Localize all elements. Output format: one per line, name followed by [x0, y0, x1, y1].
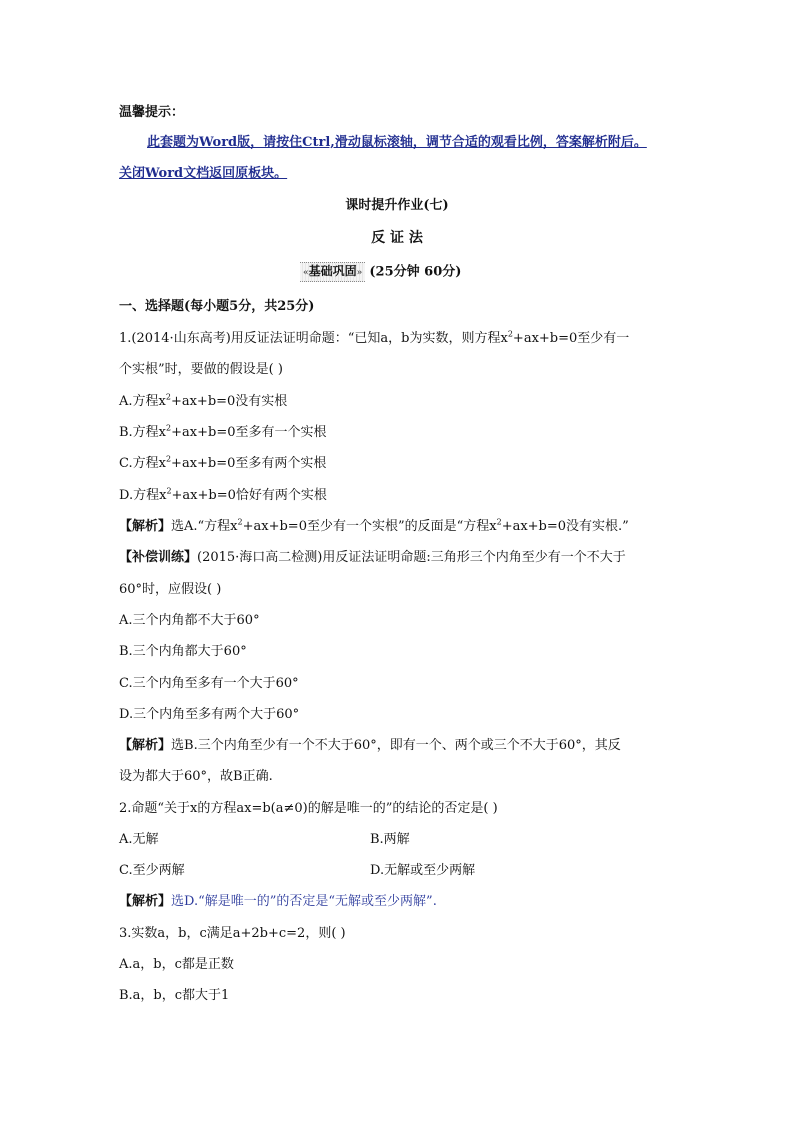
q2-analysis: 【解析】选D.“解是唯一的”的否定是“无解或至少两解”. [119, 894, 437, 909]
q1-analysis: 【解析】选A.“方程$x^2+ax+b=0$至少有一个实根”的反面是“方程$x^2+ax+b=0$没有实根.” [119, 517, 629, 534]
extra-option-d: D.三个内角至多有两个大于60° [119, 707, 300, 722]
tips-instruction-line2: 关闭Word文档返回原板块。 [119, 166, 288, 181]
page-title: 课时提升作业(七) [345, 198, 449, 213]
part1-heading: 一、选择题(每小题5分，共25分) [119, 299, 315, 314]
q2-option-d: D.无解或至少两解 [370, 863, 476, 878]
extra-option-a: A.三个内角都不大于60° [119, 613, 260, 628]
extra-option-b: B.三个内角都大于60° [119, 644, 247, 659]
q2-options-row2 [119, 862, 476, 880]
q3-option-a: A.a，b，c都是正数 [119, 957, 234, 972]
q2-option-a: A.无解 [119, 832, 159, 847]
q2-option-c: C.至少两解 [119, 863, 185, 878]
q1-option-c: C.方程$x^2+ax+b=0$至多有两个实根 [119, 454, 327, 471]
q2-stem: 2.命题“关于x的方程ax=b(a≠0)的解是唯一的”的结论的否定是( ) [119, 801, 498, 816]
section-time: (25分钟 60分) [369, 264, 462, 280]
q1-stem-line2: 个实根”时，要做的假设是( ) [119, 362, 283, 377]
extra-practice-stem-line1: 【补偿训练】(2015·海口高二检测)用反证法证明命题:三角形三个内角至少有一个不大于 [119, 550, 626, 565]
page-subtitle: 反 证 法 [371, 230, 423, 246]
extra-option-c: C.三个内角至多有一个大于60° [119, 676, 299, 691]
q1-option-a: A.方程$x^2+ax+b=0$没有实根 [119, 392, 288, 409]
q1-option-b: B.方程$x^2+ax+b=0$至多有一个实根 [119, 423, 327, 440]
extra-analysis-line2: 设为都大于60°，故B正确. [119, 769, 273, 784]
section-header [300, 262, 461, 282]
extra-practice-stem-line2: 60°时，应假设( ) [119, 582, 222, 597]
q2-option-b: B.两解 [370, 832, 410, 847]
section-badge: «基础巩固» [300, 262, 365, 282]
extra-analysis-line1: 【解析】选B.三个内角至少有一个不大于60°，即有一个、两个或三个不大于60°，其反 [119, 738, 621, 753]
q3-option-b: B.a，b，c都大于1 [119, 988, 230, 1003]
q3-stem: 3.实数a，b，c满足a+2b+c=2，则( ) [119, 926, 346, 941]
q1-option-d: D.方程$x^2+ax+b=0$恰好有两个实根 [119, 486, 327, 503]
tips-instruction-line1: 此套题为Word版，请按住Ctrl,滑动鼠标滚轴，调节合适的观看比例，答案解析附后。 [147, 135, 647, 150]
tips-heading: 温馨提示： [119, 105, 185, 120]
q2-options-row1 [119, 831, 410, 849]
q1-stem-line1: 1.(2014·山东高考)用反证法证明命题：“已知a，b为实数，则方程$x^2+ax+b=0$至少有一 [119, 329, 630, 346]
